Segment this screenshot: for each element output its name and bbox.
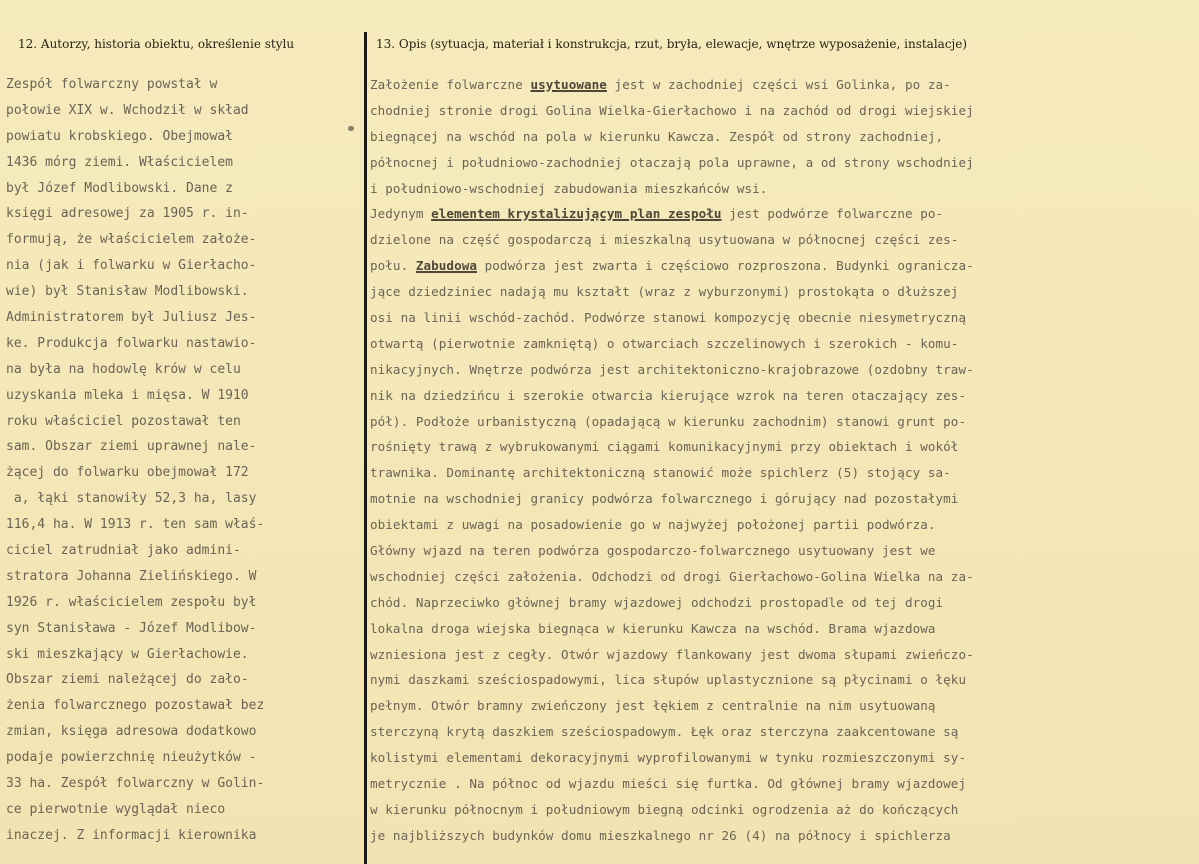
description-text-line <box>370 460 974 486</box>
description-text-column <box>370 72 974 849</box>
history-text-line: 1436 mórg ziemi. Właścicielem <box>6 154 233 170</box>
text-segment: wzniesiona jest z cegły. Otwór wjazdowy flankowany jest dwoma słupami zwieńczo- <box>370 646 974 662</box>
text-segment: nik na dziedzińcu i szerokie otwarcia kierujące wzrok na teren otaczający zes- <box>370 387 967 403</box>
column-divider <box>364 32 367 864</box>
history-text-line: roku właściciel pozostawał ten <box>6 413 241 429</box>
description-text-line <box>370 771 974 797</box>
history-text-line: syn Stanisława - Józef Modlibow- <box>6 620 257 636</box>
text-segment: podwórza jest zwarta i częściowo rozproszona. Budynki ogranicza- <box>477 258 974 274</box>
text-segment: otwartą (pierwotnie zamkniętą) o otwarciach szczelinowych i szerokich - komu- <box>370 335 959 351</box>
text-segment: Jedynym <box>370 206 432 222</box>
text-segment: nikacyjnych. Wnętrze podwórza jest architektoniczno-krajobrazowe (ozdobny traw- <box>370 361 974 377</box>
history-text-line: połowie XIX w. Wchodził w skład <box>6 102 249 118</box>
text-segment: je najbliższych budynków domu mieszkalnego nr 26 (4) na północy i spichlerza <box>370 827 951 843</box>
description-text-line <box>370 279 974 305</box>
description-text-line <box>370 305 974 331</box>
description-text-line <box>370 124 974 150</box>
history-text-line: był Józef Modlibowski. Dane z <box>6 180 233 196</box>
history-text-line: na była na hodowlę krów w celu <box>6 361 241 377</box>
description-text-line <box>370 616 974 642</box>
history-text-line: ke. Produkcja folwarku nastawio- <box>6 335 257 351</box>
history-text-line: stratora Johanna Zielińskiego. W <box>6 568 257 584</box>
history-text-line: powiatu krobskiego. Obejmował <box>6 128 233 144</box>
text-segment: i południowo-wschodniej zabudowania mieszkańców wsi. <box>370 180 768 196</box>
description-text-line <box>370 590 974 616</box>
text-segment: jest w zachodniej części wsi Golinka, po za- <box>606 77 951 92</box>
description-text-line <box>370 486 974 512</box>
text-segment: metrycznie . Na północ od wjazdu mieści się furtka. Od głównej bramy wjazdowej <box>370 776 967 792</box>
text-segment: pół). Podłoże urbanistyczną (opadającą w kierunku zachodnim) stanowi grunt po- <box>370 413 967 429</box>
description-text-line <box>370 201 974 227</box>
history-text-line: zmian, księga adresowa dodatkowo <box>6 724 257 740</box>
history-text-line: 33 ha. Zespół folwarczny w Golin- <box>6 776 265 792</box>
history-text-line: ciciel zatrudniał jako admini- <box>6 543 241 559</box>
description-text-line <box>370 512 974 538</box>
text-segment: dzielone na część gospodarczą i mieszkalną usytuowana w północnej części zes- <box>370 232 959 248</box>
text-segment: pełnym. Otwór bramny zwieńczony jest łękiem z centralnie na nim usytuowaną <box>370 698 936 714</box>
description-text-line <box>370 253 974 279</box>
description-text-line <box>370 434 974 460</box>
description-text-line <box>370 331 974 357</box>
text-segment: chód. Naprzeciwko głównej bramy wjazdowej odchodzi prostopadle od tej drogi <box>370 594 944 610</box>
description-text-line <box>370 719 974 745</box>
history-text-line: Obszar ziemi należącej do zało- <box>6 672 249 688</box>
text-segment: osi na linii wschód-zachód. Podwórze stanowi kompozycję obecnie niesymetryczną <box>370 310 967 326</box>
history-text-line: wie) był Stanisław Modlibowski. <box>6 284 249 300</box>
description-text-line <box>370 72 974 98</box>
description-text-line <box>370 538 974 564</box>
text-segment: kolistymi elementami dekoracyjnymi wyprofilowanymi w tynku rozmieszczonymi sy- <box>370 750 967 766</box>
description-text-line <box>370 98 974 124</box>
description-text-line <box>370 693 974 719</box>
history-text-line: ce pierwotnie wyglądał nieco <box>6 801 226 817</box>
text-segment: wschodniej części założenia. Odchodzi od drogi Gierłachowo-Golina Wielka na za- <box>370 568 974 584</box>
text-segment: Założenie folwarczne <box>370 77 531 92</box>
description-text-line <box>370 745 974 771</box>
description-text-line <box>370 797 974 823</box>
history-text-line: Administratorem był Juliusz Jes- <box>6 310 257 326</box>
history-text-line: formują, że właścicielem założe- <box>6 232 257 248</box>
description-text-line <box>370 176 974 202</box>
history-text-line: nia (jak i folwarku w Gierłacho- <box>6 258 257 274</box>
text-segment: jest podwórze folwarczne po- <box>721 206 944 222</box>
text-segment: w kierunku północnym i południowym biegną odcinki ogrodzenia aż do kończących <box>370 801 959 817</box>
history-text-line: 116,4 ha. W 1913 r. ten sam właś- <box>6 517 265 533</box>
history-text-line: żącej do folwarku obejmował 172 <box>6 465 249 481</box>
history-text-line: podaje powierzchnię nieużytków - <box>6 750 257 766</box>
history-text-line: Zespół folwarczny powstał w <box>6 77 218 92</box>
underlined-term: elementem krystalizującym plan zespołu <box>431 206 722 222</box>
text-segment: motnie na wschodniej granicy podwórza folwarcznego i górujący nad pozostałymi <box>370 491 959 507</box>
text-segment: rośnięty trawą z wybrukowanymi ciągami komunikacyjnymi przy obiektach i wokół <box>370 439 959 455</box>
description-text-line <box>370 150 974 176</box>
description-text-line <box>370 667 974 693</box>
section-13-header: 13. Opis (sytuacja, materiał i konstrukcja, rzut, bryła, elewacje, wnętrze wyposażenie, instalacje) <box>376 37 968 51</box>
history-text-line: uzyskania mleka i mięsa. W 1910 <box>6 387 249 403</box>
text-segment: połu. <box>370 258 416 274</box>
history-text-line: inaczej. Z informacji kierownika <box>6 827 257 843</box>
text-segment: trawnika. Dominantę architektoniczną stanowić może spichlerz (5) stojący sa- <box>370 465 951 481</box>
ink-blot <box>348 126 354 131</box>
description-text-line <box>370 823 974 849</box>
description-text-line <box>370 409 974 435</box>
text-segment: nymi daszkami sześciospadowymi, lica słupów uplastycznione są płycinami o łęku <box>370 672 967 688</box>
history-text-column <box>6 72 264 849</box>
history-text-line: 1926 r. właścicielem zespołu był <box>6 594 257 610</box>
description-text-line <box>370 357 974 383</box>
history-text-line: sam. Obszar ziemi uprawnej nale- <box>6 439 257 455</box>
text-segment: północnej i południowo-zachodniej otaczają pola uprawne, a od strony wschodniej <box>370 154 974 170</box>
description-text-line <box>370 564 974 590</box>
underlined-term: Zabudowa <box>415 258 477 274</box>
text-segment: biegnącej na wschód na pola w kierunku Kawcza. Zespół od strony zachodniej, <box>370 128 944 144</box>
text-segment: Główny wjazd na teren podwórza gospodarczo-folwarcznego usytuowany jest we <box>370 543 936 559</box>
description-text-line <box>370 227 974 253</box>
text-segment: obiektami z uwagi na posadowienie go w najwyżej położonej partii podwórza. <box>370 517 936 533</box>
description-text-line <box>370 383 974 409</box>
history-text-line: ski mieszkający w Gierłachowie. <box>6 646 249 662</box>
history-text-line: a, łąki stanowiły 52,3 ha, lasy <box>6 491 257 507</box>
description-text-line <box>370 642 974 668</box>
text-segment: sterczyną krytą daszkiem sześciospadowym. Łęk oraz sterczyna zaakcentowane są <box>370 724 959 740</box>
text-segment: jące dziedziniec nadają mu kształt (wraz z wyburzonymi) prostokąta o dłuższej <box>370 284 959 300</box>
text-segment: chodniej stronie drogi Golina Wielka-Gierłachowo i na zachód od drogi wiejskiej <box>370 102 974 118</box>
underlined-term: usytuowane <box>530 77 607 92</box>
history-text-line: żenia folwarcznego pozostawał bez <box>6 698 265 714</box>
history-text-line: księgi adresowej za 1905 r. in- <box>6 206 249 222</box>
text-segment: lokalna droga wiejska biegnąca w kierunku Kawcza na wschód. Brama wjazdowa <box>370 620 936 636</box>
section-12-header: 12. Autorzy, historia obiektu, określenie stylu <box>18 37 295 51</box>
